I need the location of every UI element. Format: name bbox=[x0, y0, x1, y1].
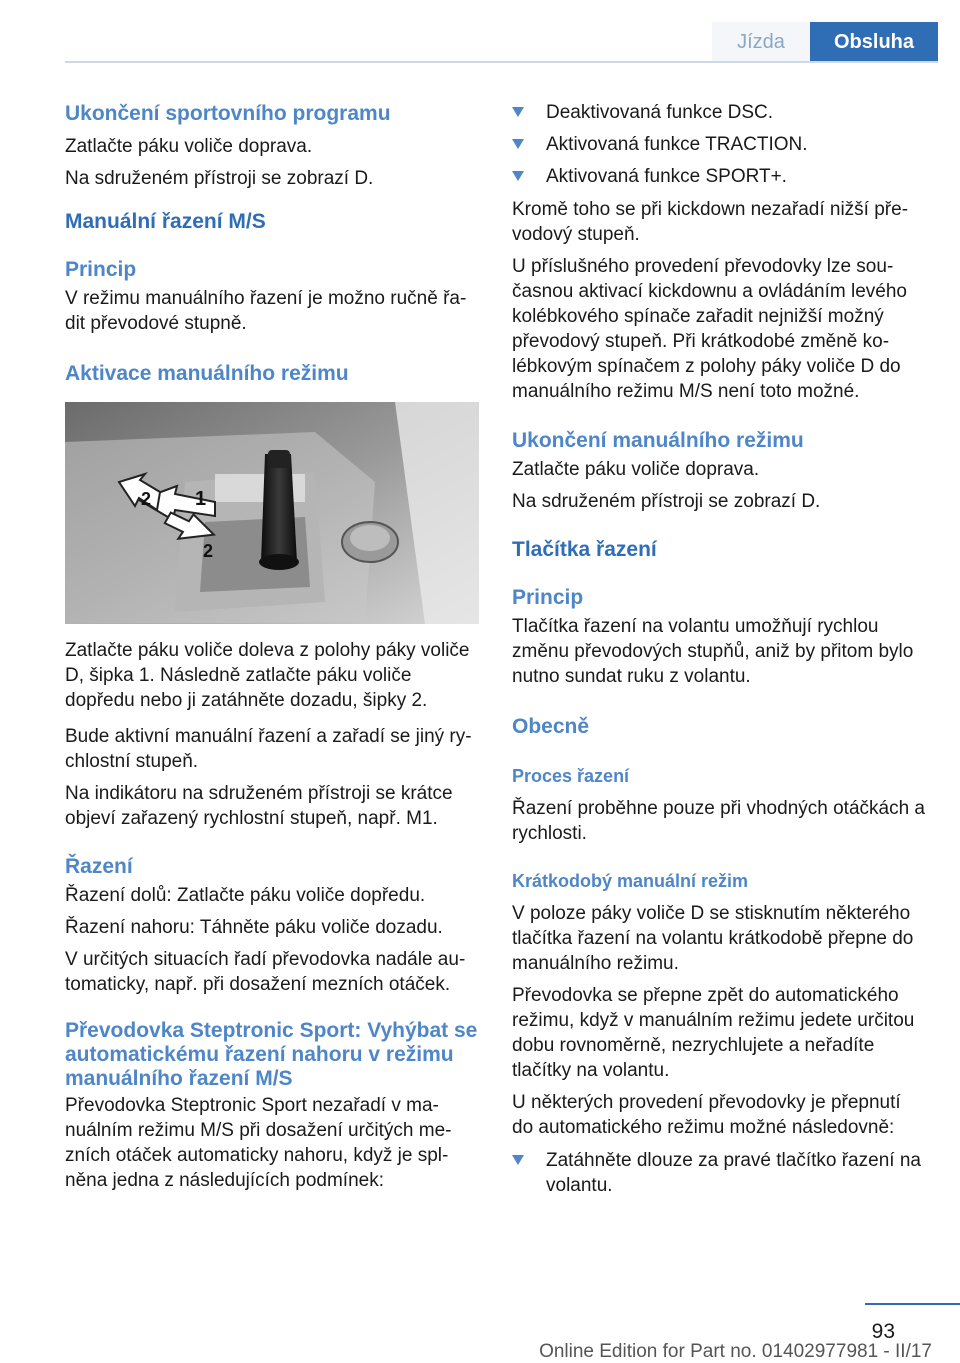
bullet-triangle-icon bbox=[512, 107, 524, 117]
tab-obsluha[interactable]: Obsluha bbox=[810, 22, 938, 62]
right-column bbox=[512, 100, 926, 1198]
list-item bbox=[512, 164, 926, 189]
list-item bbox=[512, 100, 926, 125]
paragraph: Zatlačte páku voliče doprava. bbox=[65, 136, 313, 157]
arrow-label-2-bottom: 2 bbox=[203, 541, 214, 561]
bullet-triangle-icon bbox=[512, 171, 524, 181]
heading-princip: Princip bbox=[65, 258, 137, 281]
paragraph: Tlačítka řazení na volantu umožňují rychlou změnu převodových stupňů, aniž by přitom bylo nutno sundat ruku z volantu. bbox=[512, 616, 914, 687]
paragraph: Na sdruženém přístroji se zobrazí D. bbox=[65, 168, 374, 189]
heading-activation: Aktivace manuálního režimu bbox=[65, 362, 349, 385]
heading-process: Proces řazení bbox=[512, 766, 630, 786]
paragraph: Převodovka Steptronic Sport nezařadí v manuálním režimu M/S při dosažení určitých mezních otáček automaticky nahoru, když je splněna jedna z následujících podmínek: bbox=[65, 1095, 452, 1191]
auto-mode-list bbox=[512, 1148, 926, 1198]
arrow-label-1: 1 bbox=[195, 488, 207, 510]
paragraph: Řazení proběhne pouze při vhodných otáčkách a rychlosti. bbox=[512, 798, 925, 844]
heading-steptronic: Převodovka Steptronic Sport: Vyhýbat se automatickému řazení nahoru v režimu manuálního řazení M/S bbox=[65, 1019, 478, 1090]
bullet-triangle-icon bbox=[512, 139, 524, 149]
list-item bbox=[512, 1148, 926, 1198]
heading-end-manual: Ukončení manuálního režimu bbox=[512, 429, 804, 452]
chapter-tabs bbox=[712, 22, 938, 62]
paragraph: Kromě toho se při kickdown nezařadí nižší převodový stupeň. bbox=[512, 199, 909, 245]
paragraph: Řazení nahoru: Táhněte páku voliče dozadu. bbox=[65, 917, 443, 938]
paragraph: Zatlačte páku voliče doleva z polohy páky voliče D, šipka 1. Následně zatlačte páku voliče dopředu nebo ji zatáhněte dozadu, šipky 2. bbox=[65, 640, 470, 711]
paragraph: Na indikátoru na sdruženém přístroji se krátce objeví zařazený rychlostní stupeň, např. M1. bbox=[65, 783, 453, 829]
list-item bbox=[512, 132, 926, 157]
heading-short-manual: Krátkodobý manuální režim bbox=[512, 871, 749, 891]
list-item-text: Aktivovaná funkce SPORT+. bbox=[546, 166, 787, 187]
paragraph: Řazení dolů: Zatlačte páku voliče dopředu. bbox=[65, 885, 426, 906]
paragraph: Na sdruženém přístroji se zobrazí D. bbox=[512, 491, 821, 512]
heading-razeni: Řazení bbox=[65, 855, 133, 878]
page-number: 93 bbox=[871, 1320, 895, 1343]
arrow-label-2-top: 2 bbox=[141, 489, 152, 509]
heading-manual-shifting: Manuální řazení M/S bbox=[65, 210, 266, 233]
bullet-triangle-icon bbox=[512, 1155, 524, 1165]
paragraph: Zatlačte páku voliče doprava. bbox=[512, 459, 760, 480]
list-item-text: Deaktivovaná funkce DSC. bbox=[546, 102, 774, 123]
list-item-text: Aktivovaná funkce TRACTION. bbox=[546, 134, 808, 155]
footer-accent-line bbox=[865, 1303, 960, 1305]
paragraph: V poloze páky voliče D se stisknutím některého tlačítka řazení na volantu krátkodobě přepne do manuálního režimu. bbox=[512, 903, 914, 974]
heading-general: Obecně bbox=[512, 715, 590, 738]
tab-jizda[interactable]: Jízda bbox=[712, 22, 810, 62]
paragraph: U příslušného provedení převodovky lze současnou aktivací kickdownu a ovládáním levého kolébkového spínače zařadit nejnižší možný převodový stupeň. Při krátkodobé změně kolébkovým spínačem z polohy páky voliče D do manuálního režimu M/S není toto možné. bbox=[512, 256, 908, 402]
heading-end-sport: Ukončení sportovního programu bbox=[65, 102, 391, 125]
list-item-text: Zatáhněte dlouze za pravé tlačítko řazení na volantu. bbox=[546, 1150, 921, 1196]
heading-shift-buttons: Tlačítka řazení bbox=[512, 538, 657, 561]
paragraph: U některých provedení převodovky je přepnutí do automatického režimu možné následovně: bbox=[512, 1092, 901, 1138]
paragraph: Převodovka se přepne zpět do automatického režimu, když v manuálním režimu jedete určitou dobu rovnoměrně, nezrychlujete a neřadíte tlačítky na volantu. bbox=[512, 985, 915, 1081]
edition-footer: Online Edition for Part no. 01402977981 - II/17 bbox=[539, 1341, 932, 1362]
paragraph: V režimu manuálního řazení je možno ručně řadit převodové stupně. bbox=[65, 288, 467, 334]
paragraph: V určitých situacích řadí převodovka nadále automaticky, např. při dosažení mezních otáček. bbox=[65, 949, 466, 995]
paragraph: Bude aktivní manuální řazení a zařadí se jiný rychlostní stupeň. bbox=[65, 726, 472, 772]
heading-princip: Princip bbox=[512, 586, 584, 609]
gear-selector-figure bbox=[65, 402, 479, 624]
left-column bbox=[65, 100, 479, 1193]
header-divider bbox=[65, 61, 938, 63]
conditions-list bbox=[512, 100, 926, 189]
